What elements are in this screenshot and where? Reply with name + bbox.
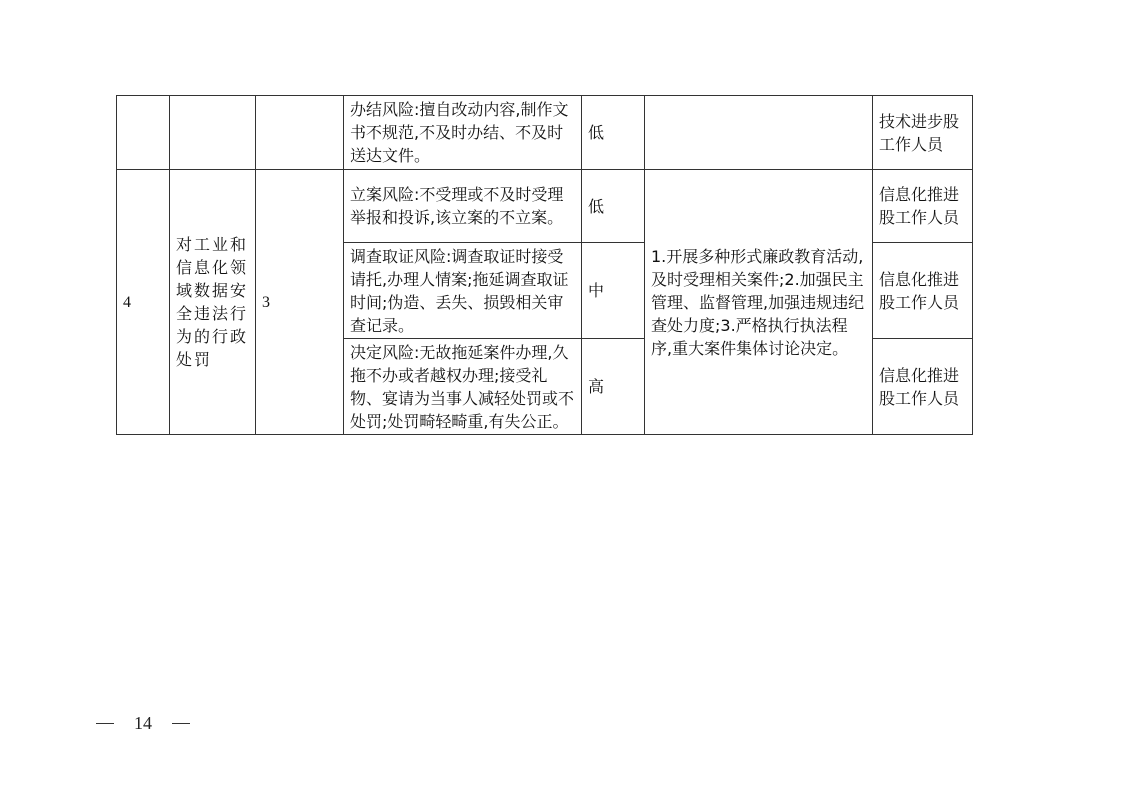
item-cell bbox=[170, 96, 256, 170]
item-cell: 对工业和信息化领域数据安全违法行为的行政处罚 bbox=[170, 170, 256, 435]
page-number: 14 bbox=[134, 713, 152, 733]
risk-cell: 调查取证风险:调查取证时接受请托,办理人情案;拖延调查取证时间;伪造、丢失、损毁相关审查记录。 bbox=[344, 243, 582, 339]
footer-dash-left bbox=[96, 723, 114, 724]
row-number-cell: 4 bbox=[117, 170, 170, 435]
risk-level-cell: 低 bbox=[582, 170, 645, 243]
owner-cell: 信息化推进股工作人员 bbox=[873, 243, 973, 339]
count-cell bbox=[256, 96, 344, 170]
table-row bbox=[117, 96, 973, 170]
measures-cell bbox=[645, 96, 873, 170]
owner-cell: 信息化推进股工作人员 bbox=[873, 339, 973, 435]
measures-cell: 1.开展多种形式廉政教育活动,及时受理相关案件;2.加强民主管理、监督管理,加强违规违纪查处力度;3.严格执行执法程序,重大案件集体讨论决定。 bbox=[645, 170, 873, 435]
footer-dash-right bbox=[172, 723, 190, 724]
risk-level-cell: 高 bbox=[582, 339, 645, 435]
count-cell: 3 bbox=[256, 170, 344, 435]
risk-table bbox=[116, 95, 973, 435]
risk-level-cell: 中 bbox=[582, 243, 645, 339]
risk-cell: 办结风险:擅自改动内容,制作文书不规范,不及时办结、不及时送达文件。 bbox=[344, 96, 582, 170]
risk-level-cell: 低 bbox=[582, 96, 645, 170]
risk-cell: 立案风险:不受理或不及时受理举报和投诉,该立案的不立案。 bbox=[344, 170, 582, 243]
owner-cell: 信息化推进股工作人员 bbox=[873, 170, 973, 243]
table-row bbox=[117, 170, 973, 243]
owner-cell: 技术进步股工作人员 bbox=[873, 96, 973, 170]
page-footer bbox=[96, 713, 190, 734]
row-number-cell bbox=[117, 96, 170, 170]
risk-cell: 决定风险:无故拖延案件办理,久拖不办或者越权办理;接受礼物、宴请为当事人减轻处罚或不处罚;处罚畸轻畸重,有失公正。 bbox=[344, 339, 582, 435]
